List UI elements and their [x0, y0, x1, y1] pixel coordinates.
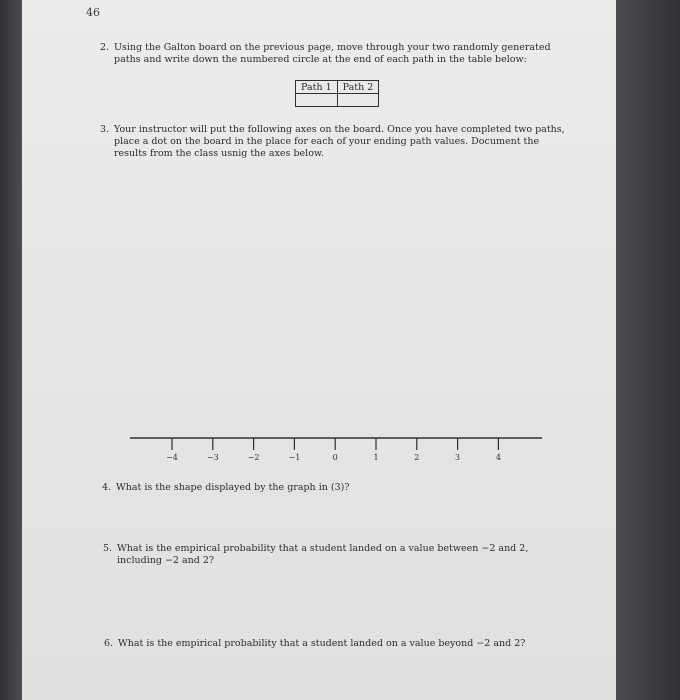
question-3-text: Your instructor will put the following axes on the board. Once you have completed two paths, place a dot on the board in the place for each of your ending path values. Document the results from the class usnig the axes below.: [114, 124, 565, 159]
question-5-text: What is the empirical probability that a student landed on a value between −2 and 2, including −2 and 2?: [117, 543, 529, 566]
tick-label-4: 4: [495, 453, 501, 462]
tick-label-3: 3: [455, 453, 461, 462]
question-4-number: 4.: [102, 482, 112, 493]
tick-label-1: 1: [373, 453, 379, 462]
ticks-group: [166, 438, 501, 462]
tick-label--3: −3: [206, 453, 219, 462]
question-4-text: What is the shape displayed by the graph in (3)?: [116, 482, 350, 493]
tick-label--1: −1: [288, 453, 301, 462]
question-5-number: 5.: [103, 543, 113, 554]
question-2-number: 2.: [100, 42, 110, 53]
question-6-number: 6.: [104, 638, 114, 649]
tick-label--2: −2: [247, 453, 260, 462]
question-6: [104, 638, 564, 650]
page-number: 46: [86, 6, 100, 19]
tick-label-2: 2: [414, 453, 420, 462]
tick-label--4: −4: [166, 453, 178, 462]
question-6-text: What is the empirical probability that a student landed on a value beyond −2 and 2?: [118, 638, 526, 649]
question-4: [102, 482, 502, 494]
question-3-number: 3.: [100, 124, 110, 135]
path-2-header: Path 2: [337, 81, 379, 94]
question-2-text: Using the Galton board on the previous page, move through your two randomly generated paths and write down the numbered circle at the end of each path in the table below:: [114, 42, 551, 65]
tick-label-0: 0: [332, 453, 338, 462]
question-5: [103, 543, 563, 567]
path-1-header: Path 1: [296, 81, 338, 94]
